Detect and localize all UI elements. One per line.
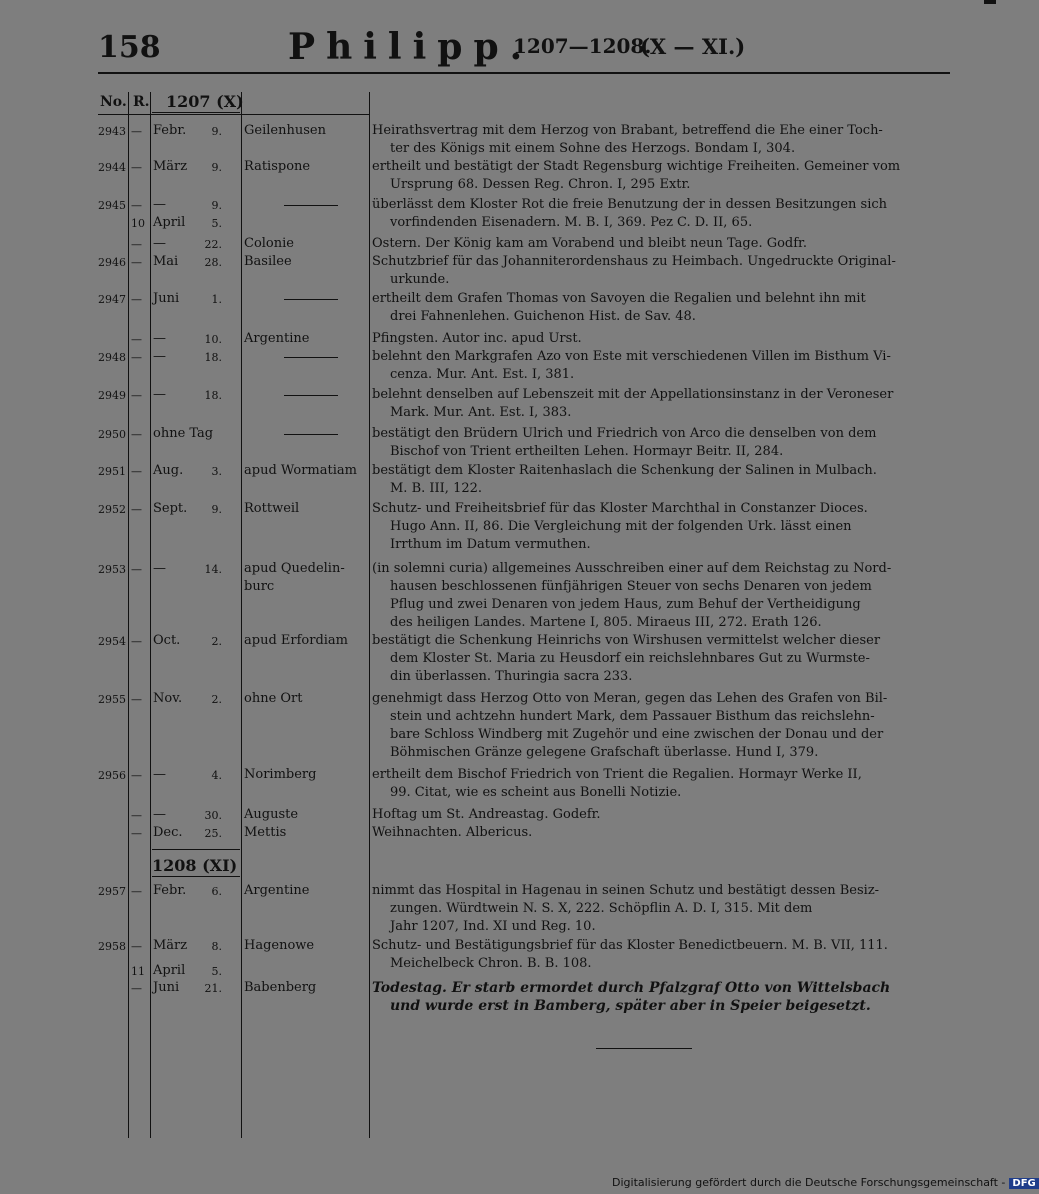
entry-text-line: Pflug und zwei Denaren von jedem Haus, zum Behuf der Vertheidigung (390, 597, 861, 612)
entry-regnal-marker: — (131, 333, 142, 346)
entry-regnal-marker: — (131, 503, 142, 516)
entry-place: Mettis (244, 825, 287, 840)
entry-month: — (153, 767, 166, 782)
entry-place: Babenberg (244, 980, 317, 995)
entry-place: Auguste (244, 807, 299, 822)
entry-month: April (153, 963, 186, 978)
entry-text-line: nimmt das Hospital in Hagenau in seinen Schutz und bestätigt dessen Besiz- (372, 883, 880, 898)
entry-day: 2. (211, 635, 222, 648)
entry-day: 5. (211, 965, 222, 978)
entry-text (372, 690, 952, 762)
entry-number: 2950 (98, 428, 126, 441)
entry-text-line: Ostern. Der König kam am Vorabend und bleibt neun Tage. Godfr. (372, 236, 807, 251)
entry-regnal-marker: — (131, 125, 142, 138)
entry-text (372, 824, 952, 842)
entry-place: Basilee (244, 254, 292, 269)
entry-regnal-marker: — (131, 693, 142, 706)
entry-regnal-marker: — (131, 238, 142, 251)
entry-day: 9. (211, 125, 222, 138)
column-divider-no (128, 92, 129, 1138)
entry-number: 2944 (98, 161, 126, 174)
entry-text-line: hausen beschlossenen fünfjährigen Steuer von sechs Denaren von jedem (390, 579, 872, 594)
entry-month: Nov. (153, 691, 183, 706)
entry-text-line: Mark. Mur. Ant. Est. I, 383. (390, 405, 572, 420)
entry-place (244, 386, 364, 396)
entry-text-line: Todestag. Er starb ermordet durch Pfalzgraf Otto von Wittelsbach (372, 980, 891, 996)
header-reign: (X — XI.) (640, 34, 746, 59)
entry-text-line: drei Fahnenlehen. Guichenon Hist. de Sav. 48. (390, 309, 696, 324)
entry-text (372, 253, 952, 289)
entry-text (372, 425, 952, 461)
entry-month: März (153, 938, 188, 953)
entry-text-line: 99. Citat, wie es scheint aus Bonelli Notizie. (390, 785, 682, 800)
entry-number: 2953 (98, 563, 126, 576)
header-rule (98, 72, 950, 74)
entry-text-line: Schutz- und Freiheitsbrief für das Kloster Marchthal in Constanzer Dioces. (372, 501, 868, 516)
entry-text-line: (in solemni curia) allgemeines Ausschreiben einer auf dem Reichstag zu Nord- (372, 561, 892, 576)
entry-number: 2943 (98, 125, 126, 138)
entry-place: Argentine (244, 331, 310, 346)
entry-text (372, 882, 952, 936)
entry-month: Febr. (153, 883, 187, 898)
entry-place: Colonie (244, 236, 294, 251)
entry-number: 2956 (98, 769, 126, 782)
entry-day: 30. (204, 809, 222, 822)
entry-regnal-marker: — (131, 389, 142, 402)
entry-place: Geilenhusen (244, 123, 326, 138)
entry-text-line: belehnt denselben auf Lebenszeit mit der Appellationsinstanz in der Veroneser (372, 387, 894, 402)
entry-month: — (153, 349, 166, 364)
entry-regnal-marker: — (131, 809, 142, 822)
entry-text-line: Heirathsvertrag mit dem Herzog von Brabant, betreffend die Ehe einer Toch- (372, 123, 883, 138)
entry-day: 8. (211, 940, 222, 953)
entry-number: 2945 (98, 199, 126, 212)
entry-number: 2958 (98, 940, 126, 953)
entry-regnal-marker: — (131, 428, 142, 441)
entry-day: 3. (211, 465, 222, 478)
entry-place: apud Wormatiam (244, 463, 357, 478)
entry-text-line: M. B. III, 122. (390, 481, 483, 496)
entry-place: apud Erfordiam (244, 633, 349, 648)
entry-month: Oct. (153, 633, 181, 648)
entry-month: Dec. (153, 825, 183, 840)
entry-text-line: bare Schloss Windberg mit Zugehör und eine zwischen der Donau und der (390, 727, 884, 742)
entry-text-line: stein und achtzehn hundert Mark, dem Passauer Bisthum das reichslehn- (390, 709, 875, 724)
entry-text-line: ter des Königs mit einem Sohne des Herzogs. Bondam I, 304. (390, 141, 796, 156)
entry-text (372, 500, 952, 554)
entry-day: 22. (204, 238, 222, 251)
entry-text-line: Irrthum im Datum vermuthen. (390, 537, 591, 552)
entry-regnal-marker: — (131, 940, 142, 953)
entry-number: 2948 (98, 351, 126, 364)
entry-text (372, 290, 952, 326)
entry-text-line: Bischof von Trient ertheilten Lehen. Hormayr Beitr. II, 284. (390, 444, 784, 459)
column-divider-place (369, 92, 370, 1138)
entry-number: 2952 (98, 503, 126, 516)
entry-day: 1. (211, 293, 222, 306)
entry-day: 14. (204, 563, 222, 576)
entry-text (372, 122, 952, 158)
entry-regnal-marker: — (131, 161, 142, 174)
entry-place: Rottweil (244, 501, 300, 516)
place-ditto-line (284, 205, 338, 206)
entry-text-line: urkunde. (390, 272, 450, 287)
entry-day: 4. (211, 769, 222, 782)
entry-number: 2957 (98, 885, 126, 898)
entry-month: März (153, 159, 188, 174)
entry-place (244, 425, 364, 435)
entry-day: 21. (204, 982, 222, 995)
entry-text-line: Jahr 1207, Ind. XI und Reg. 10. (390, 919, 596, 934)
column-divider-date (241, 92, 242, 1138)
entry-place (244, 348, 364, 358)
entry-text-line: Ursprung 68. Dessen Reg. Chron. I, 295 Extr. (390, 177, 691, 192)
entry-text-line: bestätigt den Brüdern Ulrich und Friedrich von Arco die denselben von dem (372, 426, 877, 441)
entry-text-line: belehnt den Markgrafen Azo von Este mit verschiedenen Villen im Bisthum Vi- (372, 349, 891, 364)
entry-place: ohne Ort (244, 691, 303, 706)
entry-text-line: dem Kloster St. Maria zu Heusdorf ein reichslehnbares Gut zu Wurmste- (390, 651, 870, 666)
entry-regnal-marker: — (131, 293, 142, 306)
entry-day: 28. (204, 256, 222, 269)
entry-month: ohne Tag (153, 426, 214, 441)
entry-number: 2951 (98, 465, 126, 478)
entry-text-line: zungen. Würdtwein N. S. X, 222. Schöpflin A. D. I, 315. Mit dem (390, 901, 813, 916)
entry-place: apud Quedelin-burc (244, 561, 345, 594)
entry-number: 2947 (98, 293, 126, 306)
entry-text (372, 979, 952, 1015)
entry-number: 2955 (98, 693, 126, 706)
entry-month: — (153, 387, 166, 402)
place-ditto-line (284, 299, 338, 300)
entry-text-line: überlässt dem Kloster Rot die freie Benutzung der in dessen Besitzungen sich (372, 197, 888, 212)
place-ditto-line (284, 357, 338, 358)
entry-number: 2949 (98, 389, 126, 402)
dfg-logo: DFG (1009, 1178, 1038, 1189)
entry-text (372, 806, 952, 824)
entry-regnal-marker: — (131, 351, 142, 364)
year-heading-underline (152, 112, 240, 113)
column-header-rule (98, 114, 370, 115)
entry-text (372, 937, 952, 973)
entry-place: Norimberg (244, 767, 317, 782)
entry-place: Hagenowe (244, 938, 315, 953)
entry-regnal-marker: 11 (131, 965, 145, 978)
entry-day: 25. (204, 827, 222, 840)
entry-text-line: bestätigt die Schenkung Heinrichs von Wirshusen vermittelst welcher dieser (372, 633, 881, 648)
digitization-footer (612, 1176, 1039, 1189)
entry-day: 5. (211, 217, 222, 230)
entry-month: — (153, 561, 166, 576)
year-heading-1207: 1207 (X) (166, 92, 244, 111)
entry-text-line: des heiligen Landes. Martene I, 805. Miraeus III, 272. Erath 126. (390, 615, 822, 630)
entry-month: Febr. (153, 123, 187, 138)
entry-regnal-marker: — (131, 982, 142, 995)
entry-text-line: Schutzbrief für das Johanniterordenshaus zu Heimbach. Ungedruckte Original- (372, 254, 896, 269)
entry-text-line: Schutz- und Bestätigungsbrief für das Kloster Benedictbeuern. M. B. VII, 111. (372, 938, 888, 953)
entry-month: Juni (153, 980, 180, 995)
entry-text (372, 560, 952, 632)
footer-text: Digitalisierung gefördert durch die Deutsche Forschungsgemeinschaft - (612, 1176, 1006, 1189)
entry-text-line: ertheilt und bestätigt der Stadt Regensburg wichtige Freiheiten. Gemeiner vom (372, 159, 901, 174)
place-ditto-line (284, 434, 338, 435)
entry-text-line: cenza. Mur. Ant. Est. I, 381. (390, 367, 575, 382)
entry-regnal-marker: — (131, 256, 142, 269)
entry-place (244, 196, 364, 206)
year-heading-underline (152, 876, 240, 877)
column-header-r: R. (133, 94, 150, 110)
entry-text (372, 158, 952, 194)
entry-text (372, 196, 952, 232)
entry-number: 2954 (98, 635, 126, 648)
entry-text-line: Böhmischen Gränze gelegene Grafschaft überlasse. Hund I, 379. (390, 745, 819, 760)
entry-month: — (153, 236, 166, 251)
entry-text-line: und wurde erst in Bamberg, später aber in Speier beigesetzt. (390, 998, 871, 1014)
entry-text-line: vorfindenden Eisenadern. M. B. I, 369. Pez C. D. II, 65. (390, 215, 753, 230)
entry-day: 6. (211, 885, 222, 898)
entry-text (372, 348, 952, 384)
entry-regnal-marker: — (131, 199, 142, 212)
entry-month: Sept. (153, 501, 188, 516)
year-heading-overline (152, 849, 240, 850)
entry-month: April (153, 215, 186, 230)
place-ditto-line (284, 395, 338, 396)
entry-text-line: Meichelbeck Chron. B. B. 108. (390, 956, 592, 971)
entry-text-line: din überlassen. Thuringia sacra 233. (390, 669, 633, 684)
entry-month: Mai (153, 254, 179, 269)
entry-day: 18. (204, 351, 222, 364)
entry-place: Ratispone (244, 159, 311, 174)
entry-text (372, 330, 952, 348)
end-rule (596, 1048, 692, 1049)
entry-day: 18. (204, 389, 222, 402)
entry-text-line: bestätigt dem Kloster Raitenhaslach die Schenkung der Salinen in Mulbach. (372, 463, 877, 478)
entry-place: Argentine (244, 883, 310, 898)
entry-day: 10. (204, 333, 222, 346)
header-years: 1207—1208. (513, 34, 652, 58)
entry-month: — (153, 331, 166, 346)
corner-mark (984, 0, 996, 4)
entry-text-line: genehmigt dass Herzog Otto von Meran, gegen das Lehen des Grafen von Bil- (372, 691, 888, 706)
year-heading-1208: 1208 (XI) (152, 856, 238, 875)
entry-text-line: Hoftag um St. Andreastag. Godefr. (372, 807, 601, 822)
entry-day: 2. (211, 693, 222, 706)
entry-regnal-marker: — (131, 635, 142, 648)
column-header-no: No. (100, 94, 127, 110)
entry-text (372, 386, 952, 422)
entry-day: 9. (211, 503, 222, 516)
page-title: Philipp. (288, 26, 534, 68)
entry-text-line: ertheilt dem Grafen Thomas von Savoyen die Regalien und belehnt ihn mit (372, 291, 866, 306)
column-divider-r (150, 92, 151, 1138)
entry-regnal-marker: — (131, 769, 142, 782)
entry-regnal-marker: — (131, 465, 142, 478)
page-number: 158 (98, 30, 161, 65)
entry-regnal-marker: 10 (131, 217, 145, 230)
entry-place (244, 290, 364, 300)
entry-month: Aug. (153, 463, 184, 478)
entry-day: 9. (211, 199, 222, 212)
entry-regnal-marker: — (131, 827, 142, 840)
entry-month: — (153, 197, 166, 212)
entry-text-line: Pfingsten. Autor inc. apud Urst. (372, 331, 582, 346)
entry-month: Juni (153, 291, 180, 306)
entry-text-line: ertheilt dem Bischof Friedrich von Trient die Regalien. Hormayr Werke II, (372, 767, 862, 782)
entry-text (372, 766, 952, 802)
entry-text (372, 235, 952, 253)
entry-number: 2946 (98, 256, 126, 269)
entry-day: 9. (211, 161, 222, 174)
entry-text-line: Hugo Ann. II, 86. Die Vergleichung mit der folgenden Urk. lässt einen (390, 519, 852, 534)
entry-regnal-marker: — (131, 885, 142, 898)
entry-text (372, 462, 952, 498)
entry-regnal-marker: — (131, 563, 142, 576)
entry-text-line: Weihnachten. Albericus. (372, 825, 533, 840)
entry-text (372, 632, 952, 686)
entry-month: — (153, 807, 166, 822)
